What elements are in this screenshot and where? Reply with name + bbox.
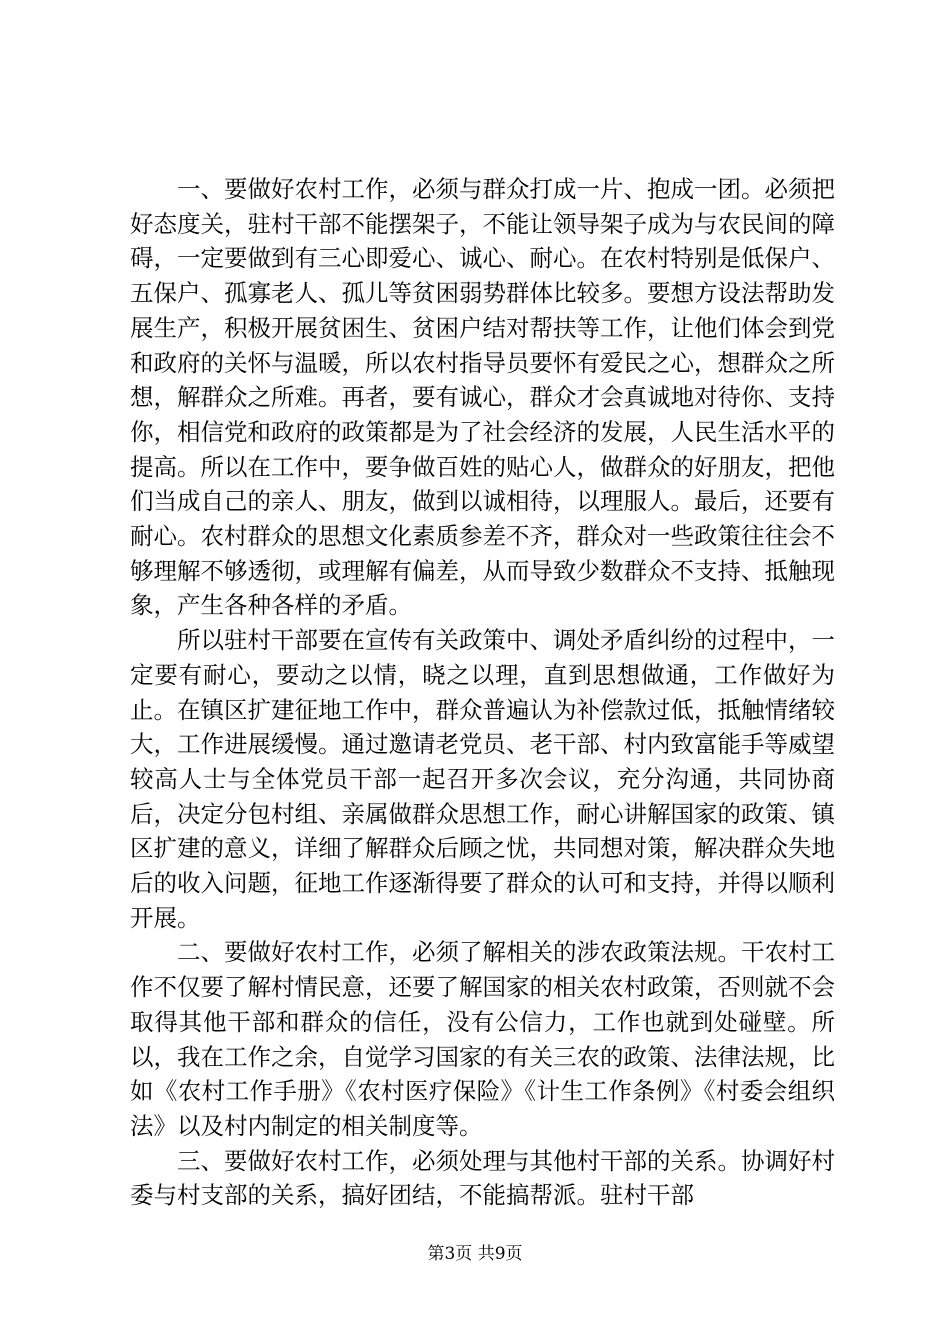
page-number-footer: 第3页 共9页 [427,1244,523,1264]
paragraph-4: 三、要做好农村工作，必须处理与其他村干部的关系。协调好村委与村支部的关系，搞好团结，不能搞帮派。驻村干部 [130,1146,835,1210]
paragraph-3: 二、要做好农村工作，必须了解相关的涉农政策法规。干农村工作不仅要了解村情民意，还要了解国家的相关农村政策，否则就不会取得其他干部和群众的信任，没有公信力，工作也就到处碰壁。所以，我在工作之余，自觉学习国家的有关三农的政策、法律法规，比如《农村工作手册》《农村医疗保险》《计生工作条例》《村委会组织法》以及村内制定的相关制度等。 [130,938,835,1140]
document-body [130,172,835,1213]
paragraph-2: 所以驻村干部要在宣传有关政策中、调处矛盾纠纷的过程中，一定要有耐心，要动之以情，晓之以理，直到思想做通，工作做好为止。在镇区扩建征地工作中，群众普遍认为补偿款过低，抵触情绪较大，工作进展缓慢。通过邀请老党员、老干部、村内致富能手等威望较高人士与全体党员干部一起召开多次会议，充分沟通，共同协商后，决定分包村组、亲属做群众思想工作，耐心讲解国家的政策、镇区扩建的意义，详细了解群众后顾之忧，共同想对策，解决群众失地后的收入问题，征地工作逐渐得要了群众的认可和支持，并得以顺利开展。 [130,626,835,932]
paragraph-1: 一、要做好农村工作，必须与群众打成一片、抱成一团。必须把好态度关，驻村干部不能摆架子，不能让领导架子成为与农民间的障碍，一定要做到有三心即爱心、诚心、耐心。在农村特别是低保户、五保户、孤寡老人、孤儿等贫困弱势群体比较多。要想方设法帮助发展生产，积极开展贫困生、贫困户结对帮扶等工作，让他们体会到党和政府的关怀与温暖，所以农村指导员要怀有爱民之心，想群众之所想，解群众之所难。再者，要有诚心，群众才会真诚地对待你、支持你，相信党和政府的政策都是为了社会经济的发展，人民生活水平的提高。所以在工作中，要争做百姓的贴心人，做群众的好朋友，把他们当成自己的亲人、朋友，做到以诚相待，以理服人。最后，还要有耐心。农村群众的思想文化素质参差不齐，群众对一些政策往往会不够理解不够透彻，或理解有偏差，从而导致少数群众不支持、抵触现象，产生各种各样的矛盾。 [130,175,835,620]
